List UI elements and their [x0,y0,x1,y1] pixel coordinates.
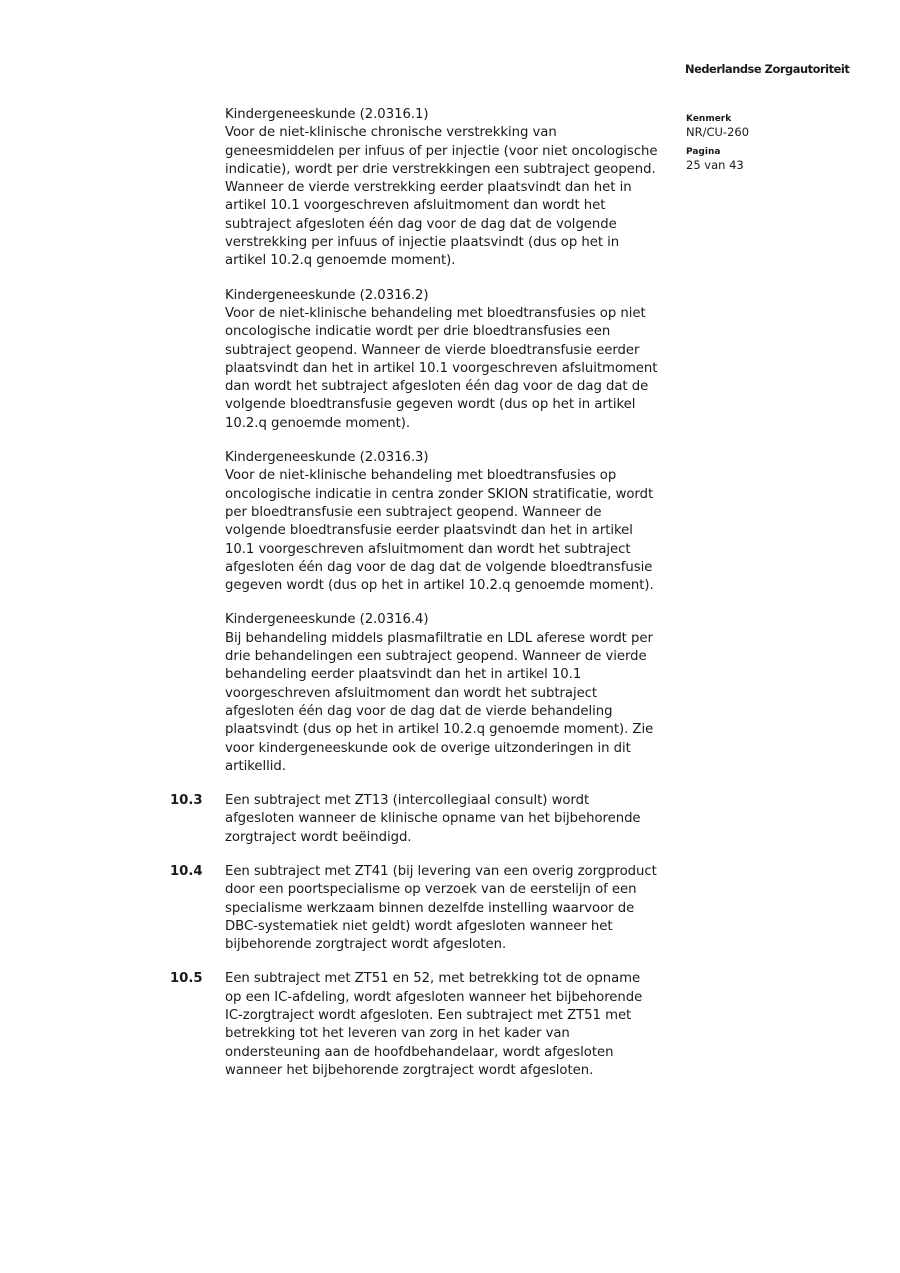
organization-name: Nederlandse Zorgautoriteit [685,62,850,76]
section-text-line: plaatsvindt dan het in artikel 10.1 voorgeschreven afsluitmoment [225,360,658,376]
article-text-line: door een poortspecialisme op verzoek van de eerstelijn of een [225,882,637,898]
section-heading: Kindergeneeskunde (2.0316.3) [225,450,429,466]
reference-value: NR/CU-260 [686,125,750,139]
section-text-line: artikellid. [225,758,286,774]
section-paragraph [225,106,685,271]
section-heading: Kindergeneeskunde (2.0316.2) [225,287,429,303]
section-text-line: artikel 10.2.q genoemde moment). [225,253,456,269]
article-text-line: IC-zorgtraject wordt afgesloten. Een subtraject met ZT51 met [225,1008,632,1024]
article-text-line: Een subtraject met ZT41 (bij levering van een overig zorgproduct [225,863,657,879]
article-text-line: betrekking tot het leveren van zorg in het kader van [225,1026,570,1042]
section-text-line: 10.2.q genoemde moment). [225,415,411,431]
articles-container [170,792,685,1080]
section-text-line: per bloedtransfusie een subtraject geopend. Wanneer de [225,504,602,520]
section-text-line: drie behandelingen een subtraject geopend. Wanneer de vierde [225,649,647,665]
section-paragraph [225,449,685,595]
section-text-line: volgende bloedtransfusie gegeven wordt (dus op het in artikel [225,397,636,413]
section-text-line: indicatie), wordt per drie verstrekkingen een subtraject geopend. [225,161,656,177]
section-text-line: Voor de niet-klinische chronische verstrekking van [225,125,557,141]
section-text-line: afgesloten één dag voor de dag dat de volgende bloedtransfusie [225,559,653,575]
article-text-line: bijbehorende zorgtraject wordt afgesloten. [225,937,507,953]
section-text-line: dan wordt het subtraject afgesloten één dag voor de dag dat de [225,379,649,395]
section-text-line: gegeven wordt (dus op het in artikel 10.2.q genoemde moment). [225,578,654,594]
sections-container [225,106,685,776]
section-text-line: Voor de niet-klinische behandeling met bloedtransfusies op [225,468,617,484]
section-text-line: geneesmiddelen per infuus of per injectie (voor niet oncologische [225,143,658,159]
section-text-line: oncologische indicatie in centra zonder SKION stratificatie, wordt [225,486,654,502]
reference-label: Kenmerk [686,114,732,124]
article-number: 10.5 [170,971,203,987]
section-text-line: voorgeschreven afsluitmoment dan wordt het subtraject [225,685,598,701]
article-text-line: Een subtraject met ZT13 (intercollegiaal consult) wordt [225,793,590,809]
article-item [170,792,685,847]
section-text-line: verstrekking per infuus of injectie plaatsvindt (dus op het in [225,235,620,251]
section-paragraph [225,287,685,433]
section-text-line: Voor de niet-klinische behandeling met bloedtransfusies op niet [225,305,646,321]
document-body [170,106,685,1096]
article-text-line: zorgtraject wordt beëindigd. [225,829,412,845]
article-text-line: specialisme werkzaam binnen dezelfde instelling waarvoor de [225,900,635,916]
page-label: Pagina [686,147,721,157]
section-text-line: Bij behandeling middels plasmafiltratie en LDL aferese wordt per [225,630,653,646]
section-text-line: 10.1 voorgeschreven afsluitmoment dan wordt het subtraject [225,541,631,557]
section-heading: Kindergeneeskunde (2.0316.4) [225,612,429,628]
article-text-line: DBC-systematiek niet geldt) wordt afgesloten wanneer het [225,918,613,934]
section-text-line: subtraject afgesloten één dag voor de dag dat de volgende [225,216,617,232]
article-item [170,970,685,1080]
article-number: 10.3 [170,793,203,809]
section-text-line: plaatsvindt (dus op het in artikel 10.2.q genoemde moment). Zie [225,722,654,738]
article-number: 10.4 [170,863,203,879]
article-text-line: ondersteuning aan de hoofdbehandelaar, wordt afgesloten [225,1044,614,1060]
section-text-line: voor kindergeneeskunde ook de overige uitzonderingen in dit [225,740,631,756]
section-text-line: artikel 10.1 voorgeschreven afsluitmoment dan wordt het [225,198,606,214]
document-meta [686,113,826,179]
section-text-line: afgesloten één dag voor de dag dat de vierde behandeling [225,703,613,719]
article-item [170,863,685,954]
section-text-line: Wanneer de vierde verstrekking eerder plaatsvindt dan het in [225,180,632,196]
section-paragraph [225,611,685,776]
section-text-line: behandeling eerder plaatsvindt dan het in artikel 10.1 [225,667,582,683]
section-text-line: volgende bloedtransfusie eerder plaatsvindt dan het in artikel [225,523,633,539]
article-text-line: afgesloten wanneer de klinische opname van het bijbehorende [225,811,641,827]
page-number: 25 van 43 [686,158,744,172]
section-heading: Kindergeneeskunde (2.0316.1) [225,107,429,122]
section-text-line: subtraject geopend. Wanneer de vierde bloedtransfusie eerder [225,342,640,358]
section-text-line: oncologische indicatie wordt per drie bloedtransfusies een [225,324,611,340]
article-text-line: Een subtraject met ZT51 en 52, met betrekking tot de opname [225,971,641,987]
article-text-line: op een IC-afdeling, wordt afgesloten wanneer het bijbehorende [225,989,643,1005]
article-text-line: wanneer het bijbehorende zorgtraject wordt afgesloten. [225,1062,594,1078]
